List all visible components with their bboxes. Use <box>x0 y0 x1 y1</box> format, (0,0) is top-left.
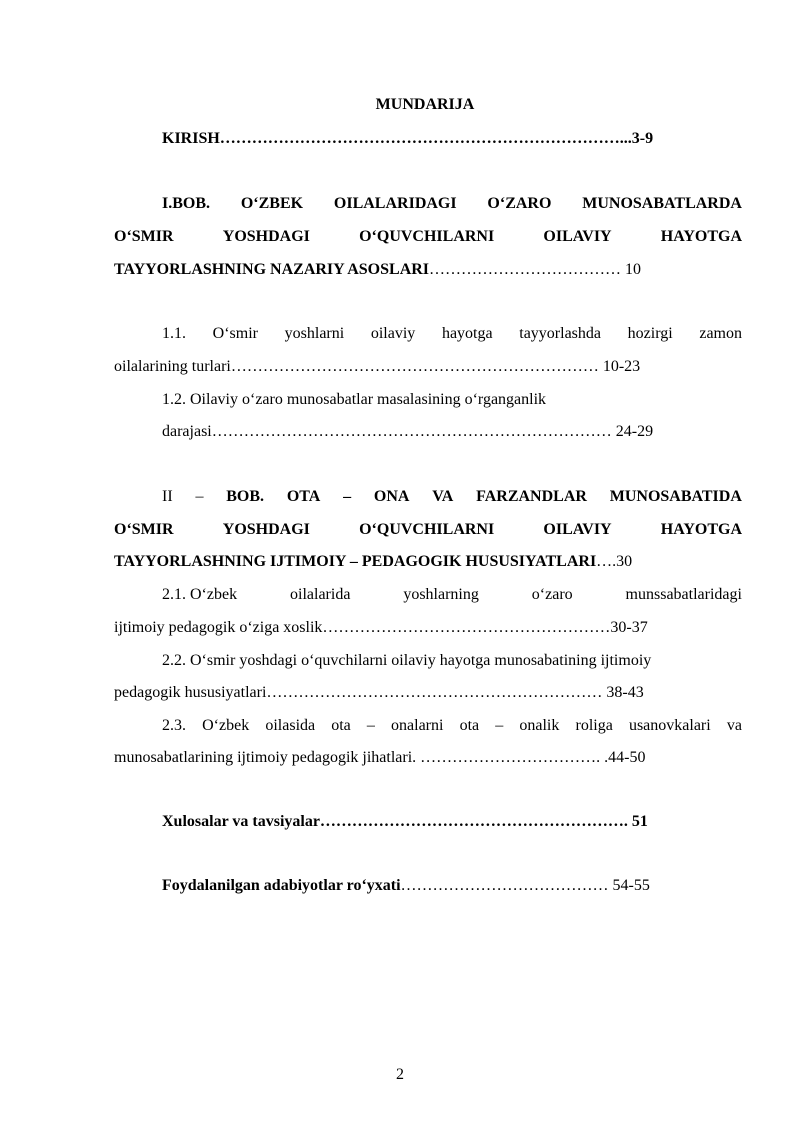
word: hayotga <box>441 325 493 342</box>
word: usanovkalari <box>628 717 711 734</box>
word: oilalarida <box>290 586 351 603</box>
word: VA <box>432 488 454 505</box>
toc-entry-2-2-line2: pedagogik hususiyatlari……………………………………………………… 38-43 <box>114 684 644 701</box>
word: HAYOTGA <box>660 521 742 538</box>
word: oilaviy <box>370 325 416 342</box>
page-ref: ……………………………… 10 <box>429 261 642 278</box>
toc-entry-bob1-line3 <box>114 260 641 280</box>
toc-entry-bob1-line2 <box>114 227 742 247</box>
word: oilasida <box>265 717 316 734</box>
word: O‘QUVCHILARNI <box>359 228 495 245</box>
word: O‘SMIR <box>114 521 174 538</box>
word: HAYOTGA <box>660 228 742 245</box>
toc-entry-2-1-line2: ijtimoiy pedagogik o‘ziga xoslik………………………………………………30-37 <box>114 619 648 636</box>
word: ONA <box>373 488 410 505</box>
word: O‘ZBEK <box>240 195 304 212</box>
toc-entry-kirish: KIRISH…………………………………………………………………...3-9 <box>162 130 654 147</box>
word: OILAVIY <box>543 521 612 538</box>
word: tayyorlashda <box>519 325 601 342</box>
word: BOB. <box>226 488 265 505</box>
word: ota <box>331 717 351 734</box>
word: – <box>195 488 204 505</box>
page-ref: ………………………………… 54-55 <box>400 877 650 894</box>
toc-entry-bob2-line3 <box>114 552 632 572</box>
word: o‘zaro <box>531 586 573 603</box>
toc-title: MUNDARIJA <box>375 96 475 113</box>
word: II <box>162 488 173 505</box>
word: MUNOSABATIDA <box>609 488 742 505</box>
toc-entry-1-1-line1 <box>162 324 742 344</box>
word: OILALARIDAGI <box>333 195 457 212</box>
chapter-title-text: TAYYORLASHNING NAZARIY ASOSLARI <box>114 261 430 278</box>
toc-entry-2-3-line1 <box>162 716 742 736</box>
word: FARZANDLAR <box>476 488 587 505</box>
word: O‘zbek <box>202 717 250 734</box>
word: zamon <box>699 325 742 342</box>
toc-entry-bob2-line2 <box>114 520 742 540</box>
toc-entry-bob2-line1 <box>162 487 742 507</box>
word: 2.3. <box>162 717 186 734</box>
toc-entry-1-2-line2: darajasi………………………………………………………………… 24-29 <box>162 423 654 440</box>
word: O‘smir <box>212 325 258 342</box>
entry-title-text: Foydalanilgan adabiyotlar ro‘yxati <box>162 877 401 894</box>
word: I.BOB. <box>162 195 211 212</box>
word: O‘SMIR <box>114 228 174 245</box>
word: roliga <box>575 717 613 734</box>
word: ota <box>459 717 480 734</box>
word: – <box>366 717 375 734</box>
word: OILAVIY <box>543 228 612 245</box>
word: YOSHDAGI <box>222 228 310 245</box>
word: onalarni <box>391 717 444 734</box>
toc-entry-adabiyotlar <box>162 876 650 896</box>
word: hozirgi <box>627 325 673 342</box>
word: YOSHDAGI <box>222 521 310 538</box>
word: 1.1. <box>162 325 186 342</box>
word: yoshlarni <box>284 325 345 342</box>
toc-entry-xulosalar: Xulosalar va tavsiyalar…………………………………………………. 51 <box>162 813 648 830</box>
toc-entry-2-3-line2: munosabatlarining ijtimoiy pedagogik jihatlari. ……………………………. .44-50 <box>114 749 646 766</box>
word: yoshlarning <box>403 586 479 603</box>
toc-entry-1-2-line1: 1.2. Oilaviy o‘zaro munosabatlar masalasining o‘rganganlik <box>162 391 547 408</box>
word: onalik <box>519 717 560 734</box>
word: O‘ZARO <box>487 195 552 212</box>
toc-entry-2-1-line1 <box>162 585 742 605</box>
word: munssabatlaridagi <box>625 586 742 603</box>
word: 2.1. O‘zbek <box>162 586 238 603</box>
chapter-title-text: TAYYORLASHNING IJTIMOIY – PEDAGOGIK HUSUSIYATLARI <box>114 553 597 570</box>
word: OTA <box>286 488 321 505</box>
word: va <box>726 717 742 734</box>
toc-entry-2-2-line1: 2.2. O‘smir yoshdagi o‘quvchilarni oilaviy hayotga munosabatining ijtimoiy <box>162 652 652 669</box>
page-number: 2 <box>396 1066 404 1083</box>
page-ref: ….30 <box>596 553 633 570</box>
toc-entry-1-1-line2: oilalarining turlari…………………………………………………………… 10-23 <box>114 358 641 375</box>
word: – <box>343 488 352 505</box>
word: MUNOSABATLARDA <box>582 195 742 212</box>
toc-entry-bob1-line1 <box>162 194 742 214</box>
word: O‘QUVCHILARNI <box>359 521 495 538</box>
word: – <box>495 717 504 734</box>
